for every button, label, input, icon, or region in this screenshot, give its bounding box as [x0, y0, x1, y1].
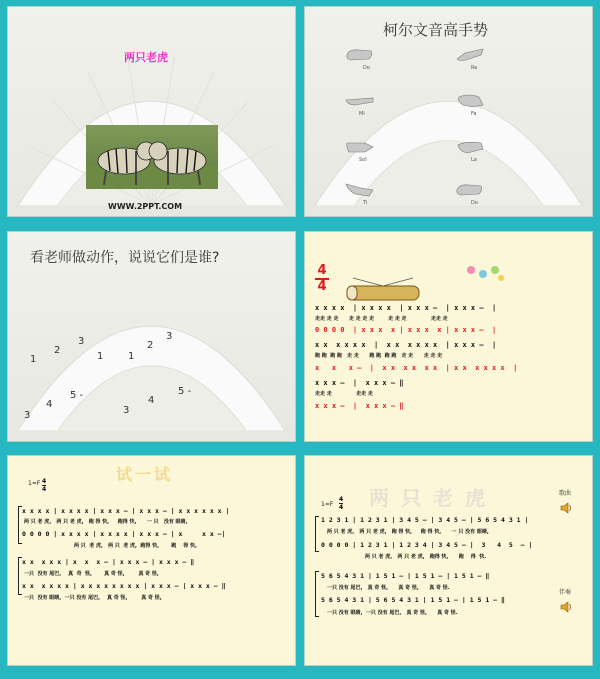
song-label: 歌曲 — [559, 490, 572, 497]
hand-item-ti — [345, 182, 375, 206]
hand-item-la — [455, 139, 485, 163]
lyric-row-3: 一只 没有 尾巴, 真 奇 怪, 真 奇 怪, 真 奇 怪, — [24, 571, 159, 577]
hand-label: Fa — [471, 111, 477, 117]
lyric-row-3: 一只 没有 尾巴, 真 奇 怪, 真 奇 怪, 真 奇 怪. — [327, 585, 450, 591]
rhythm-row-4: x x x — | x x x x x x | x x x x x x | — [315, 364, 518, 372]
rhythm-row-2: 0 0 0 0 | x x x x | x x x x | x x x — | x x x —| — [22, 530, 226, 538]
slide-1-url: WWW.2PPT.COM — [108, 202, 183, 211]
lyric-row-2: 两 只 老 虎, 两 只 老 虎, 跑得 快, 跑 得 快. — [365, 554, 487, 560]
speaker-icon[interactable] — [559, 500, 573, 519]
hand-label: Do — [471, 200, 478, 206]
hand-do-icon — [345, 47, 375, 63]
lyric-row-1: 走走 走 走 走 走 走 走 走 走 走 走走 走 — [315, 316, 448, 322]
lyric-row-4: 一只 没有 眼睛, 一只 没有 尾巴, 真 奇 怪, 真 奇 怪, — [24, 595, 162, 601]
slide-5-title: 试一试 — [116, 465, 174, 484]
seq-number: 4 — [148, 395, 155, 406]
seq-number: 3 — [24, 410, 31, 421]
time-sig-top: 4 — [317, 263, 327, 278]
hand-item-re — [455, 47, 485, 71]
seq-number: 1 — [30, 354, 37, 365]
slide-3-title: 看老师做动作，说说它们是谁? — [30, 250, 220, 266]
accompaniment-label: 伴奏 — [559, 589, 572, 596]
time-signature — [42, 478, 46, 493]
slide-4-thumbnail[interactable] — [304, 231, 593, 442]
slide-1-thumbnail[interactable] — [7, 6, 296, 217]
key-signature: 1=F — [321, 501, 334, 508]
hand-re-icon — [455, 47, 485, 63]
seq-number: 1 — [128, 351, 135, 362]
hand-mi-icon — [345, 93, 375, 109]
hand-label: Ti — [363, 200, 368, 206]
hand-item-do-high — [455, 182, 485, 206]
hand-label: Do — [363, 65, 370, 71]
rhythm-row-1: x x x x | x x x x | x x x — | x x x — | x x x x x x | — [22, 507, 230, 515]
melody-row-1: 1 2 3 1 | 1 2 3 1 | 3 4 5 — | 3 4 5 — | 5 6 5 4 3 1 | — [321, 516, 529, 524]
time-sig-top: 4 — [339, 496, 344, 503]
seq-number: 2 — [147, 340, 154, 351]
time-signature — [315, 264, 329, 294]
hand-do-high-icon — [455, 182, 485, 198]
lyric-row-4: 一只 没有 眼睛, 一只 没有 尾巴, 真 奇 怪, 真 奇 怪. — [327, 610, 458, 616]
time-sig-bottom: 4 — [42, 486, 47, 493]
hand-fa-icon — [455, 93, 485, 109]
seq-number: 1 — [97, 351, 104, 362]
hand-sol-icon — [345, 139, 375, 155]
system-bracket — [315, 571, 319, 617]
rhythm-row-3: x x x x x x | x x x x x x | x x x — | — [315, 341, 497, 349]
melody-row-2: 0 0 0 0 | 1 2 3 1 | 1 2 3 4 | 3 4 5 — | 3 4 5 — | — [321, 541, 533, 549]
lyric-row-2: 两 只 老 虎, 两 只 老 虎, 跑得 快, 跑 得 快, — [74, 543, 197, 549]
time-sig-bottom: 4 — [339, 504, 344, 511]
time-signature — [339, 496, 343, 511]
lyric-row-5: 走走 走 走走 走 — [315, 391, 373, 397]
hand-label: Re — [471, 65, 478, 71]
slide-1-title: 两只老虎 — [124, 51, 168, 64]
slide-2-thumbnail[interactable] — [304, 6, 593, 217]
rhythm-row-2: 0 0 0 0 | x x x x | x x x x | x x x — | — [315, 326, 497, 334]
slide-3-thumbnail[interactable] — [7, 231, 296, 442]
hand-ti-icon — [345, 182, 375, 198]
time-sig-bottom: 4 — [315, 278, 329, 294]
hand-item-fa — [455, 93, 485, 117]
speaker-icon[interactable] — [559, 599, 573, 618]
lyric-row-3: 跑 跑 跑 跑 走 走 跑 跑 跑 跑 走 走 走 走 走 — [315, 353, 443, 359]
rhythm-row-5: x x x — | x x x — ‖ — [315, 379, 404, 387]
tigers-image — [86, 125, 218, 189]
slide-2-title: 柯尔文音高手势 — [383, 21, 489, 39]
rhythm-row-1: x x x x | x x x x | x x x — | x x x — | — [315, 304, 497, 312]
hand-item-do — [345, 47, 375, 71]
drum-icon — [343, 274, 423, 308]
seq-number: 5 - — [70, 390, 84, 401]
seq-number: 3 — [166, 331, 173, 342]
time-sig-top: 4 — [42, 478, 47, 485]
seq-number: 2 — [54, 345, 61, 356]
hand-la-icon — [455, 139, 485, 155]
system-bracket — [315, 516, 319, 552]
hand-item-mi — [345, 93, 375, 117]
slide-6-title: 两只老虎 — [369, 486, 497, 510]
seq-number: 4 — [46, 399, 53, 410]
slide-6-thumbnail[interactable] — [304, 455, 593, 666]
seq-number: 3 — [78, 336, 85, 347]
hand-label: Sol — [359, 157, 367, 163]
kids-clipart-icon — [463, 262, 507, 288]
melody-row-3: 5 6 5 4 3 1 | 1 5 1 — | 1 5 1 — | 1 5 1 — ‖ — [321, 572, 490, 580]
hand-label: La — [471, 157, 477, 163]
slide-5-thumbnail[interactable] — [7, 455, 296, 666]
lyric-row-1: 两 只 老 虎, 两 只 老 虎, 跑 得 快, 跑得 快, 一 只 没有 眼睛, — [24, 519, 188, 525]
rhythm-row-3: x x x x x | x x x — | x x x — | x x x — ‖ — [22, 558, 195, 566]
key-signature: 1=F — [28, 480, 41, 487]
seq-number: 3 — [123, 405, 130, 416]
lyric-row-1: 两 只 老 虎, 两 只 老 虎, 跑 得 快, 跑 得 快, 一 只 没有 眼睛, — [327, 529, 489, 535]
hand-item-sol — [345, 139, 375, 163]
melody-row-4: 5 6 5 4 3 1 | 5 6 5 4 3 1 | 1 5 1 — | 1 5 1 — ‖ — [321, 596, 505, 604]
rhythm-row-4: x x x x x x | x x x x x x x x | x x x — | x x x — ‖ — [22, 582, 226, 590]
seq-number: 5 - — [178, 386, 192, 397]
hand-label: Mi — [359, 111, 365, 117]
rhythm-row-6: x x x — | x x x — ‖ — [315, 402, 404, 410]
